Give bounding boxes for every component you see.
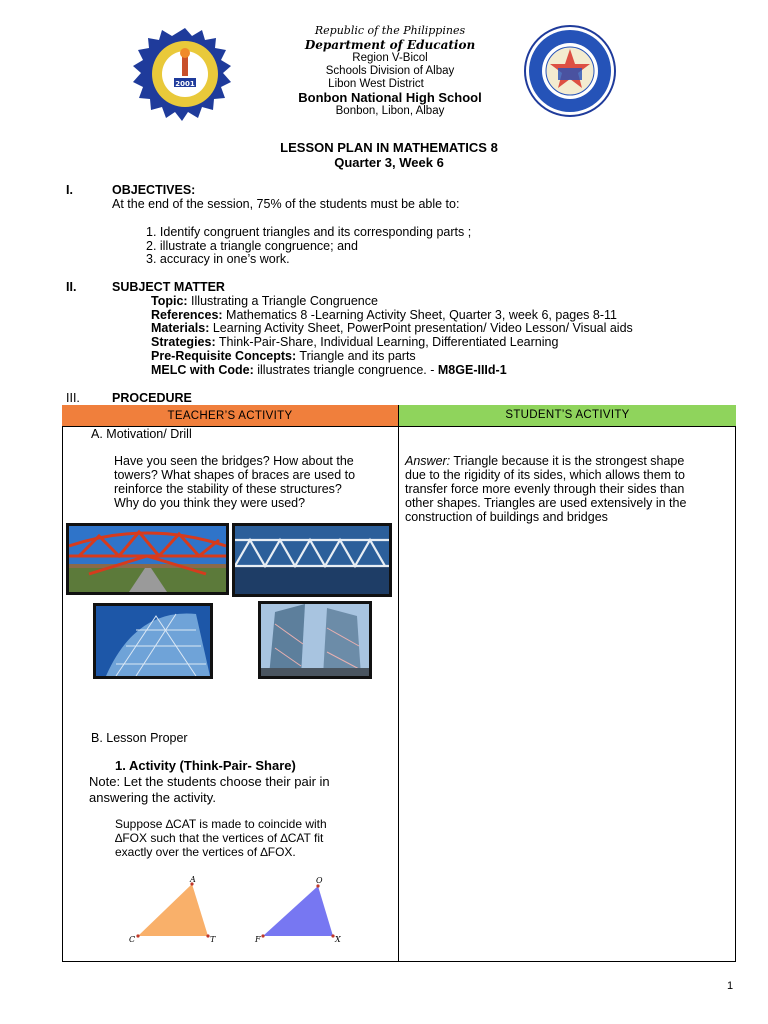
procedure-numeral: III. xyxy=(66,391,80,405)
objectives-heading: OBJECTIVES: xyxy=(112,183,196,197)
objectives-numeral: I. xyxy=(66,183,73,197)
subject-row-melc: MELC with Code: illustrates triangle congruence. - M8GE-IIId-1 xyxy=(151,363,507,377)
republic-line: Republic of the Philippines xyxy=(314,24,466,37)
subject-row-prerequisite: Pre-Requisite Concepts: Triangle and its parts xyxy=(151,349,416,363)
lesson-title: LESSON PLAN IN MATHEMATICS 8 xyxy=(280,140,498,155)
answer-line: construction of buildings and bridges xyxy=(405,510,608,524)
svg-text:2001: 2001 xyxy=(175,80,195,88)
lesson-proper-label: B. Lesson Proper xyxy=(91,731,188,745)
note-line: Note: Let the students choose their pair in xyxy=(89,774,330,789)
region-line: Region V-Bicol xyxy=(352,52,428,64)
answer-line: other shapes. Triangles are used extensively in the xyxy=(405,496,687,510)
answer-line: transfer force more evenly through their sides than xyxy=(405,482,685,496)
svg-text:O: O xyxy=(316,876,323,885)
suppose-line: ∆FOX such that the vertices of ∆CAT fit xyxy=(115,831,324,845)
school-address: Bonbon, Libon, Albay xyxy=(335,105,445,117)
svg-text:F: F xyxy=(255,935,261,944)
procedure-heading: PROCEDURE xyxy=(112,391,192,405)
division-line: Schools Division of Albay xyxy=(325,65,455,77)
objective-item: 1. Identify congruent triangles and its corresponding parts ; xyxy=(146,225,472,239)
answer-line: due to the rigidity of its sides, which allows them to xyxy=(405,468,685,482)
student-activity-header: STUDENT’S ACTIVITY xyxy=(399,405,736,427)
subject-row-materials: Materials: Learning Activity Sheet, PowerPoint presentation/ Video Lesson/ Visual aids xyxy=(151,321,633,335)
column-divider xyxy=(398,427,399,962)
suppose-line: Suppose ∆CAT is made to coincide with xyxy=(115,817,327,831)
objective-item: 3. accuracy in one’s work. xyxy=(146,252,290,266)
triangle-fox-figure xyxy=(250,872,350,946)
suppose-line: exactly over the vertices of ∆FOX. xyxy=(115,845,296,859)
motivation-question-line: towers? What shapes of braces are used to xyxy=(114,468,356,482)
red-bridge-photo xyxy=(66,523,229,595)
objectives-intro: At the end of the session, 75% of the students must be able to: xyxy=(112,197,460,211)
objective-item: 2. illustrate a triangle congruence; and xyxy=(146,239,358,253)
subject-row-topic: Topic: Illustrating a Triangle Congruence xyxy=(151,294,378,308)
motivation-question-line: Have you seen the bridges? How about the xyxy=(114,454,354,468)
deped-seal-icon xyxy=(518,24,622,118)
district-line: Libon West District xyxy=(328,78,424,90)
subject-numeral: II. xyxy=(66,280,77,294)
teacher-activity-header: TEACHER’S ACTIVITY xyxy=(62,405,399,427)
motivation-question-line: reinforce the stability of these structures? xyxy=(114,482,342,496)
subject-heading: SUBJECT MATTER xyxy=(112,280,225,294)
twin-towers-photo xyxy=(258,601,372,679)
lesson-subtitle: Quarter 3, Week 6 xyxy=(334,155,444,170)
svg-text:X: X xyxy=(335,935,341,944)
subject-row-references: References: Mathematics 8 -Learning Activity Sheet, Quarter 3, week 6, pages 8-11 xyxy=(151,308,617,322)
svg-text:A: A xyxy=(190,875,196,884)
glass-tower-photo xyxy=(93,603,213,679)
school-name: Bonbon National High School xyxy=(298,90,482,105)
svg-text:T: T xyxy=(210,935,216,944)
department-line: Department of Education xyxy=(304,38,476,52)
note-line: answering the activity. xyxy=(89,790,216,805)
activity-label: 1. Activity (Think-Pair- Share) xyxy=(115,758,296,773)
triangle-cat-figure xyxy=(124,872,224,946)
answer-label: Answer: xyxy=(405,454,451,468)
motivation-label: A. Motivation/ Drill xyxy=(91,427,192,441)
steel-truss-bridge-photo xyxy=(232,523,392,597)
svg-text:C: C xyxy=(129,935,136,944)
subject-row-strategies: Strategies: Think-Pair-Share, Individual Learning, Differentiated Learning xyxy=(151,335,559,349)
page-number: 1 xyxy=(727,980,734,992)
school-seal-icon xyxy=(130,26,240,122)
motivation-question-line: Why do you think they were used? xyxy=(114,496,306,510)
answer-line: Answer: Triangle because it is the strongest shape xyxy=(405,454,685,468)
